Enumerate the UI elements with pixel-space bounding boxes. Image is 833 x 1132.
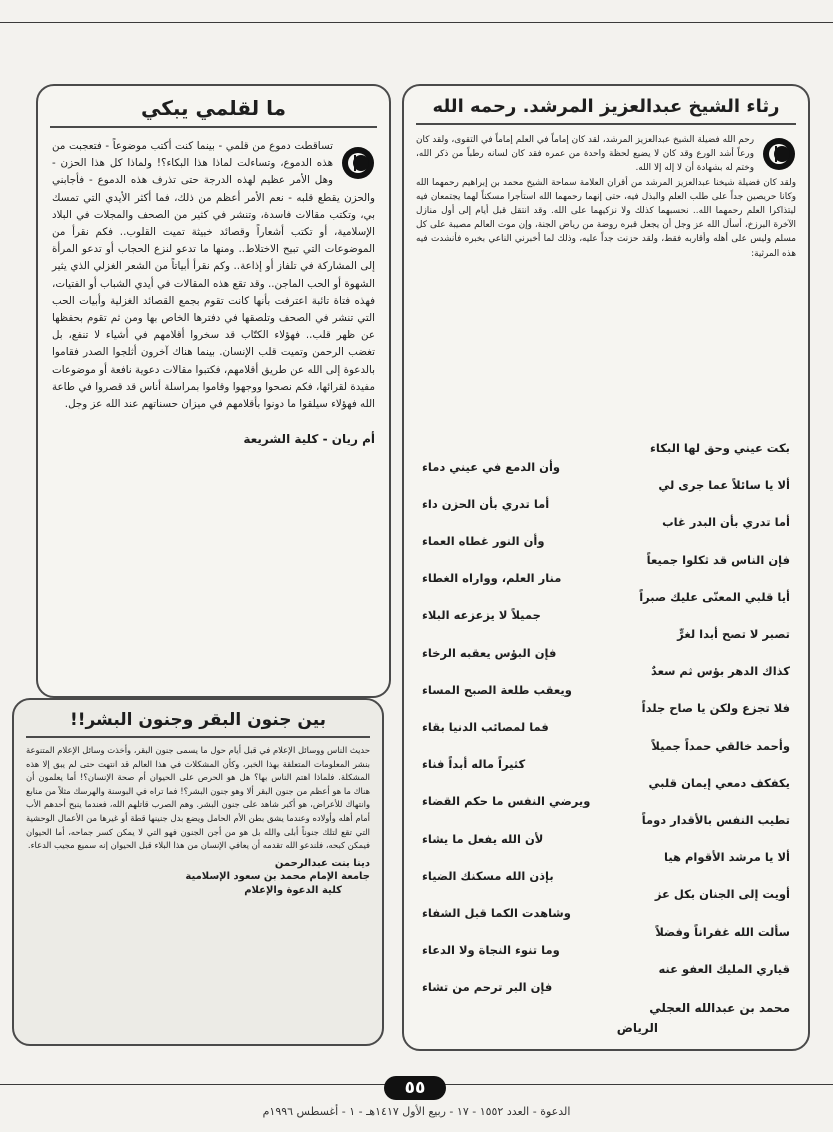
poem-hemistich: وما تنوء النجاة ولا الدعاء xyxy=(422,943,560,958)
magazine-emblem-icon xyxy=(341,146,375,180)
page-number: ٥٥ xyxy=(384,1076,446,1100)
right-article-city: الرياض xyxy=(616,1021,658,1035)
poem-hemistich: لأن الله يفعل ما يشاء xyxy=(422,831,544,846)
poem-hemistich: وأحمد خالقي حمداً جميلاً xyxy=(651,738,790,753)
right-article-title: رثاء الشيخ عبدالعزيز المرشد. رحمه الله xyxy=(432,96,780,117)
bottom-left-article-affiliation2: كلية الدعوة والإعلام xyxy=(244,884,342,896)
poem-hemistich: سألت الله غفراناً وفضلاً xyxy=(655,924,790,939)
poem-hemistich: تطيب النفس بالأقدار دوماً xyxy=(641,813,790,827)
poem-hemistich: أما تدري بأن الحزن داء xyxy=(422,496,550,511)
poem-hemistich: وأن الدمع في عيني دماء xyxy=(422,459,561,474)
poem-hemistich: وأن النور غطاه العماء xyxy=(422,534,545,548)
poem-hemistich: كذاك الدهر بؤس ثم سعدٌ xyxy=(650,664,790,679)
poem-hemistich: ويعقب طلعة الصبح المساء xyxy=(422,682,572,697)
bottom-left-article-text: حديث الناس ووسائل الإعلام في قبل أيام حول ما يسمى جنون البقر، وأخذت وسائل الإعلام المتنوعة بنشر المعلومات المتعلقة بهذا الخبر، وكأن المشكلات في هذا العالم قد انتهت حتى لم يبق إلا هذه المشكلة. فلماذا اهتم الناس بها؟ هل هو الحرص على الحيوان أم صحة الإنسان؟! أما يعلمون أن هناك ما هو أعظم من جنون البقر ألا وهو جنون البشر؟! فما تراه في البوسنة والهرسك مثلاً من منابع وانتهاك للأعراض، هو أكبر شاهد على جنون البشر. وهم الصرب قاتلهم الله، فعندما ينبح أحدهم الأب أمام أهله وأولاده وعندما يشق بطن الأم الحامل ويضع بدل جنينها قطة أو غيرها من الأعمال الوحشية التي تقع لتلك جنوناً أبلى والله بل هو من أجن الجنون فهو التي لا يمكن كسر جماحه، أما الحيوان فيمكن كبحه، فلندعو الله تقدمه أن يعافي الإنسان من هذا البلاء قبل الحيوان إنه سميع مجيب الدعاء. xyxy=(26,745,370,851)
left-article-text: تساقطت دموع من قلمي - بينما كنت أكتب موضوعاً - فتعجبت من هذه الدموع، وتساءلت لماذا هذا البكاء؟! ولماذا كل هذا الحزن - وهل الأمر عظيم لهذه الدرجة حتى تذرف هذه الدموع - فأجابني والحزن يقطع قلبه - نعم الأمر أعظم من ذلك، فما أكثر الأيدي التي تمسك بي، وتكتب مقالات فاسدة، وتنشر في كثير من الصحف والمجلات في البلاد الإسلامية، أو تكتب أشعاراً وقصائد خبيثة تميت القلوب.. فكم نقرأ من الموضوعات التي تبيح الاختلاط.. ومنها ما تدعو لنزع الحجاب أو تدعو المرأة إلى المشاركة في تلفاز أو إذاعة.. وكم نقرأ أبياتاً من الشعر الغزلي الذي يثير الشهوة أو الحب الماجن.. وقد تقع هذه المقالات في أيدي الشباب أو الفتيات، فهذه فتاة تائبة اعترفت بأنها كانت تقوم بجمع القصائد الغزلية وأبيات الحب التي تنشر في الصحف وتلصقها في دفترها الخاص بها ومن ثم تقوم بحفظها عن ظهر قلب.. فهؤلاء الكتّاب قد سخروا أقلامهم في أشياء لا تنفع، بل تغضب الرحمن وتميت قلب الإنسان. بينما هناك آخرون أثلجوا الصدر فقاموا بالدعوة إلى الله عن طريق أقلامهم، فكتبوا مقالات دعوية نافعة أو موضوعات مفيدة لقرائها، فكم نصحوا ووجهوا وقاموا بمراسلة أناس قد قصروا في طاعة الله فهؤلاء سيلقوا ما دونوا بأقلامهم في ميزان حسناتهم عند الله عز وجل. xyxy=(52,140,375,411)
right-article-body xyxy=(404,125,808,261)
poem-hemistich: ألا يا سائلاً عما جرى لي xyxy=(658,478,790,493)
poem-hemistich: فلا تجزع ولكن يا صاح جلداً xyxy=(641,701,790,716)
poem-hemistich: فإن البؤس يعقبه الرخاء xyxy=(422,645,557,660)
poem-hemistich: كثيراً ماله أبداً فناء xyxy=(422,757,526,772)
right-article-text: ولقد كان فضيلة شيخنا عبدالعزيز المرشد من أقران العلامة سماحة الشيخ محمد بن إبراهيم رحمهما الله وكانا حريصين جداً على طلب العلم والبذل فيه، حتى إنهما رحمهما الله استأجرا مسكناً لهما يجتمعان فيه ليتذاكرا العلم رحمهما الله.. نحسبهما كذلك ولا نزكيهما على الله. وقد انتقل قبل أيام إلى أول منازل الآخرة البرزخ، أسأل الله عز وجل أن يجعل قبره روضة من رياض الجنة، وإن موت العالم مصيبة على كل مسلم وليس على أهله وأقاربه فقط، ولقد حزنت جداً عليه، وذلك لما أخبرني الناعي بخبره فأنشدت فيه هذه المرثية: xyxy=(416,177,796,259)
poem-hemistich: يكفكف دمعي إيمان قلبي xyxy=(648,775,790,790)
left-article-box xyxy=(36,84,391,698)
poem-hemistich: جميلاً لا يزعزعه البلاء xyxy=(422,608,541,623)
poem-hemistich: فإن الناس قد ثكلوا جميعاً xyxy=(646,552,790,567)
poem-hemistich: فإن البر ترحم من تشاء xyxy=(422,980,553,995)
poem-hemistich: بكت عيني وحق لها البكاء xyxy=(650,441,790,455)
magazine-emblem-icon xyxy=(762,137,796,171)
right-article-author: محمد بن عبدالله العجلي xyxy=(649,1001,790,1015)
left-article-title: ما لقلمي يبكي xyxy=(140,96,287,120)
top-rule xyxy=(0,22,833,23)
bottom-left-article-affiliation1: جامعة الإمام محمد بن سعود الإسلامية xyxy=(185,871,370,883)
bottom-left-article-title: بين جنون البقر وجنون البشر!! xyxy=(69,710,327,730)
poem-hemistich: وشاهدت الكما قبل الشفاء xyxy=(422,906,571,920)
right-article-intro: رحم الله فضيلة الشيخ عبدالعزيز المرشد، لقد كان إماماً في العلم إماماً في التقوى، ولقد كان ورعاً أشد الورع وقد كان لا يضيع لحظة واحدة من عمره فقد كان لسانه رطباً من ذكر الله، وختم له بشهادة أن لا إله إلا الله. xyxy=(416,135,754,174)
bottom-left-article-body xyxy=(14,738,382,898)
bottom-left-article-box xyxy=(12,698,384,1046)
right-article-box xyxy=(402,84,810,1051)
poem-hemistich: ألا يا مرشد الأقوام هيا xyxy=(664,850,790,865)
poem-hemistich: أيا قلبي المعنّى عليك صبراً xyxy=(639,589,790,604)
poem-hemistich: قياري المليك العفو عنه xyxy=(658,961,790,976)
poem-hemistich: منار العلم، وواراه الغطاء xyxy=(422,571,562,586)
left-article-signature: أم ريان - كلية الشريعة xyxy=(243,432,375,447)
poem-hemistich: أما تدري بأن البدر غاب xyxy=(662,515,790,530)
poem-hemistich: فما لمصائب الدنيا بقاء xyxy=(422,720,549,734)
poem-hemistich: تصبر لا تصح أبدا لغرٍّ xyxy=(677,627,790,641)
poem-hemistich: بإذن الله مسكنك الضياء xyxy=(422,868,554,883)
poem xyxy=(404,441,808,1001)
poem-hemistich: ويرضي النفس ما حكم القضاء xyxy=(422,794,591,809)
left-article-body xyxy=(38,128,389,448)
footer-issue-info: الدعوة - العدد ١٥٥٢ - ١٧ - ربيع الأول ١٤١٧هـ - ١ - أغسطس ١٩٩٦م xyxy=(262,1105,571,1118)
poem-hemistich: أويت إلى الجنان بكل عز xyxy=(654,887,790,902)
bottom-left-article-author: دينا بنت عبدالرحمن xyxy=(274,857,370,869)
